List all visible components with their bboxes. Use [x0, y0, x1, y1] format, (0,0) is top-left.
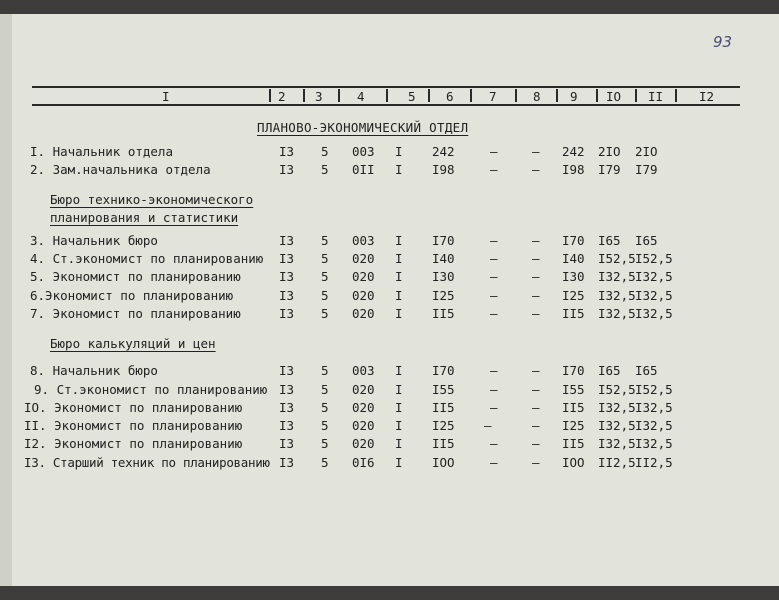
bureau-title: Бюро калькуляций и цен: [50, 336, 216, 351]
cell: I25: [432, 418, 455, 433]
column-header: I: [162, 89, 170, 104]
cell: I98: [562, 162, 585, 177]
cell: –: [532, 144, 540, 159]
col-sep: [386, 89, 388, 102]
cell: –: [532, 400, 540, 415]
cell: II5: [562, 400, 585, 415]
cell: 5: [321, 251, 329, 266]
col-sep: [269, 89, 271, 102]
cell: I70: [562, 363, 585, 378]
cell: I: [395, 363, 403, 378]
cell: I: [395, 162, 403, 177]
cell: I25: [562, 288, 585, 303]
cell: I70: [432, 233, 455, 248]
cell: 0I6: [352, 455, 375, 470]
cell: I55: [562, 382, 585, 397]
cell: –: [490, 363, 498, 378]
cell: I32,5: [635, 418, 673, 433]
cell: I70: [432, 363, 455, 378]
header-bottom-rule: [32, 104, 740, 106]
cell: 020: [352, 418, 375, 433]
cell: 5: [321, 162, 329, 177]
cell: I52,5: [598, 251, 636, 266]
cell: I3: [279, 162, 295, 177]
cell: 020: [352, 306, 375, 321]
position-name: I2. Экономист по планированию: [24, 436, 243, 451]
cell: I3: [279, 418, 295, 433]
cell: 5: [321, 363, 329, 378]
cell: –: [532, 363, 540, 378]
column-header: IO: [606, 89, 622, 104]
position-name: 5. Экономист по планированию: [30, 269, 241, 284]
cell: 020: [352, 269, 375, 284]
col-sep: [635, 89, 637, 102]
cell: II5: [562, 436, 585, 451]
cell: I70: [562, 233, 585, 248]
position-name: 9. Ст.экономист по планированию: [34, 382, 268, 397]
column-header: 7: [489, 89, 497, 104]
column-header: 8: [533, 89, 541, 104]
cell: 5: [321, 144, 329, 159]
cell: II5: [432, 436, 455, 451]
cell: II5: [432, 400, 455, 415]
cell: I32,5: [635, 436, 673, 451]
cell: I3: [279, 400, 295, 415]
cell: –: [490, 382, 498, 397]
cell: 020: [352, 288, 375, 303]
column-header: II: [648, 89, 664, 104]
cell: 003: [352, 233, 375, 248]
cell: –: [532, 251, 540, 266]
page-left-edge: [0, 14, 12, 586]
column-header: 2: [278, 89, 286, 104]
cell: I32,5: [598, 306, 636, 321]
cell: I: [395, 382, 403, 397]
column-header: 3: [315, 89, 323, 104]
cell: –: [490, 162, 498, 177]
cell: II2,5: [635, 455, 673, 470]
col-sep: [515, 89, 517, 102]
cell: 5: [321, 436, 329, 451]
position-name: I3. Старший техник по планированию: [24, 455, 270, 470]
cell: IOO: [562, 455, 585, 470]
cell: –: [490, 455, 498, 470]
cell: –: [532, 233, 540, 248]
cell: –: [490, 436, 498, 451]
page-number: 93: [713, 33, 733, 51]
cell: I65: [635, 233, 658, 248]
cell: I52,5: [598, 382, 636, 397]
cell: 020: [352, 382, 375, 397]
cell: –: [532, 162, 540, 177]
cell: –: [490, 288, 498, 303]
cell: –: [490, 400, 498, 415]
cell: I30: [432, 269, 455, 284]
cell: –: [532, 418, 540, 433]
cell: I32,5: [598, 269, 636, 284]
cell: 5: [321, 269, 329, 284]
cell: –: [532, 382, 540, 397]
cell: I: [395, 455, 403, 470]
cell: I32,5: [598, 436, 636, 451]
cell: I55: [432, 382, 455, 397]
cell: I3: [279, 363, 295, 378]
cell: I3: [279, 306, 295, 321]
position-name: 7. Экономист по планированию: [30, 306, 241, 321]
cell: 242: [562, 144, 585, 159]
column-header: 5: [408, 89, 416, 104]
cell: I32,5: [635, 400, 673, 415]
cell: –: [532, 436, 540, 451]
column-header: 6: [446, 89, 454, 104]
col-sep: [303, 89, 305, 102]
cell: II5: [432, 306, 455, 321]
bureau-title-line: Бюро технико-экономического: [50, 192, 254, 207]
cell: I40: [562, 251, 585, 266]
cell: 003: [352, 144, 375, 159]
cell: I32,5: [635, 306, 673, 321]
position-name: 4. Ст.экономист по планированию: [30, 251, 264, 266]
cell: I79: [635, 162, 658, 177]
position-name: 6.Экономист по планированию: [30, 288, 234, 303]
cell: –: [490, 306, 498, 321]
cell: I3: [279, 436, 295, 451]
cell: I40: [432, 251, 455, 266]
cell: –: [532, 455, 540, 470]
bureau-title-line: планирования и статистики: [50, 210, 239, 225]
position-name: IO. Экономист по планированию: [24, 400, 243, 415]
cell: –: [490, 233, 498, 248]
cell: I52,5: [635, 382, 673, 397]
cell: I: [395, 269, 403, 284]
cell: I65: [598, 363, 621, 378]
cell: 2IO: [635, 144, 658, 159]
cell: I3: [279, 269, 295, 284]
cell: I32,5: [635, 288, 673, 303]
cell: I3: [279, 251, 295, 266]
column-header: I2: [699, 89, 715, 104]
cell: 020: [352, 251, 375, 266]
column-header: 4: [357, 89, 365, 104]
col-sep: [596, 89, 598, 102]
col-sep: [556, 89, 558, 102]
cell: I32,5: [598, 418, 636, 433]
cell: I: [395, 144, 403, 159]
cell: I32,5: [635, 269, 673, 284]
cell: I65: [635, 363, 658, 378]
col-sep: [470, 89, 472, 102]
position-name: 2. Зам.начальника отдела: [30, 162, 211, 177]
cell: IOO: [432, 455, 455, 470]
cell: I32,5: [598, 288, 636, 303]
cell: I79: [598, 162, 621, 177]
cell: 5: [321, 418, 329, 433]
cell: I: [395, 418, 403, 433]
cell: –: [484, 418, 492, 433]
position-name: 8. Начальник бюро: [30, 363, 158, 378]
cell: 5: [321, 233, 329, 248]
cell: I3: [279, 233, 295, 248]
cell: I25: [562, 418, 585, 433]
header-top-rule: [32, 86, 740, 88]
cell: 5: [321, 382, 329, 397]
cell: I3: [279, 144, 295, 159]
cell: I3: [279, 288, 295, 303]
cell: I3: [279, 382, 295, 397]
cell: 5: [321, 306, 329, 321]
cell: 020: [352, 400, 375, 415]
cell: I: [395, 306, 403, 321]
cell: –: [490, 144, 498, 159]
position-name: 3. Начальник бюро: [30, 233, 158, 248]
cell: I: [395, 233, 403, 248]
cell: –: [532, 288, 540, 303]
cell: 020: [352, 436, 375, 451]
col-sep: [428, 89, 430, 102]
cell: I3: [279, 455, 295, 470]
cell: 5: [321, 288, 329, 303]
col-sep: [338, 89, 340, 102]
position-name: I. Начальник отдела: [30, 144, 173, 159]
cell: I65: [598, 233, 621, 248]
cell: I25: [432, 288, 455, 303]
cell: 0II: [352, 162, 375, 177]
cell: I32,5: [598, 400, 636, 415]
cell: I: [395, 400, 403, 415]
cell: 242: [432, 144, 455, 159]
cell: 5: [321, 455, 329, 470]
department-title: ПЛАНОВО-ЭКОНОМИЧЕСКИЙ ОТДЕЛ: [257, 120, 469, 135]
cell: 5: [321, 400, 329, 415]
cell: II5: [562, 306, 585, 321]
cell: I52,5: [635, 251, 673, 266]
cell: I30: [562, 269, 585, 284]
position-name: II. Экономист по планированию: [24, 418, 243, 433]
cell: II2,5: [598, 455, 636, 470]
cell: 003: [352, 363, 375, 378]
col-sep: [675, 89, 677, 102]
cell: –: [490, 251, 498, 266]
cell: I: [395, 251, 403, 266]
column-header: 9: [570, 89, 578, 104]
cell: –: [532, 269, 540, 284]
cell: –: [490, 269, 498, 284]
cell: –: [532, 306, 540, 321]
cell: I: [395, 288, 403, 303]
cell: 2IO: [598, 144, 621, 159]
cell: I98: [432, 162, 455, 177]
cell: I: [395, 436, 403, 451]
